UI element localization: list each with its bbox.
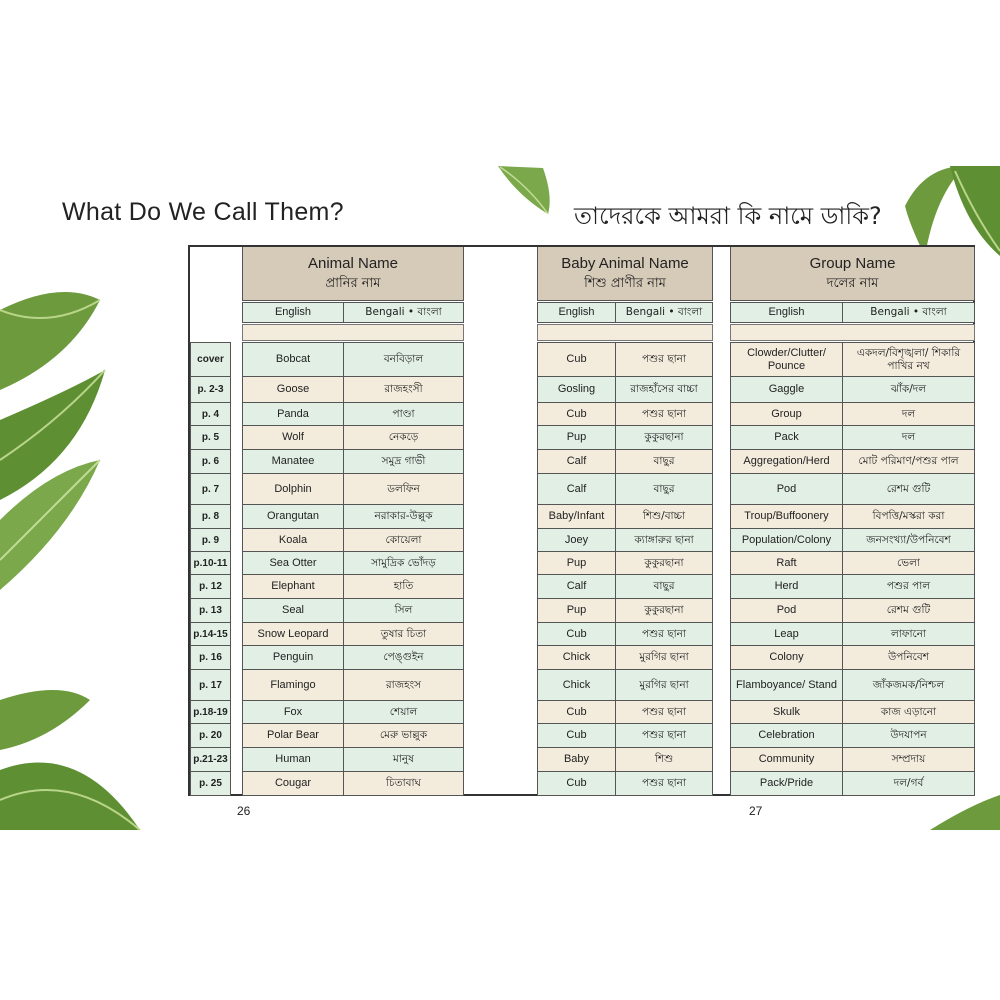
subheader-animal-english: English — [242, 302, 344, 323]
header-baby-bn: শিশু প্রাণীর নাম — [584, 276, 666, 291]
cell-animal-en: Sea Otter — [242, 551, 344, 575]
page-number-left: 26 — [237, 804, 251, 818]
cell-baby-en: Chick — [537, 669, 616, 701]
cell-group-bn: জনসংখ্যা/উপনিবেশ — [842, 528, 975, 552]
cell-page: p. 5 — [190, 425, 231, 450]
cell-baby-en: Pup — [537, 551, 616, 575]
cell-group-en: Community — [730, 747, 843, 772]
cell-page: p.14-15 — [190, 622, 231, 646]
spacer-row-animal — [242, 324, 464, 341]
cell-animal-en: Penguin — [242, 645, 344, 670]
header-group-bn: দলের নাম — [826, 276, 879, 291]
cell-baby-en: Chick — [537, 645, 616, 670]
page-number-right: 27 — [749, 804, 763, 818]
animal-names-table — [188, 245, 975, 796]
cell-group-en: Aggregation/Herd — [730, 449, 843, 474]
leaf-decoration-left-bottom — [0, 680, 145, 835]
cell-page: p. 6 — [190, 449, 231, 474]
cell-group-bn: রেশম গুটি — [842, 473, 975, 505]
cell-animal-en: Polar Bear — [242, 723, 344, 748]
cell-baby-en: Pup — [537, 425, 616, 450]
cell-group-en: Pack — [730, 425, 843, 450]
cell-baby-en: Cub — [537, 700, 616, 724]
header-group-en: Group Name — [809, 255, 896, 272]
cell-animal-bn: সিল — [343, 598, 464, 623]
cell-baby-en: Gosling — [537, 376, 616, 403]
cell-baby-en: Pup — [537, 598, 616, 623]
cell-baby-en: Baby — [537, 747, 616, 772]
cell-group-bn: দল — [842, 402, 975, 426]
cell-page: p. 16 — [190, 645, 231, 670]
leaf-decoration-top-right — [905, 166, 1000, 256]
subheader-group-english: English — [730, 302, 843, 323]
cell-baby-bn: বাছুর — [615, 449, 713, 474]
cell-page: p. 25 — [190, 771, 231, 796]
header-group-name — [730, 247, 975, 301]
cell-group-bn: পশুর পাল — [842, 574, 975, 599]
cell-animal-bn: হাতি — [343, 574, 464, 599]
cell-baby-bn: পশুর ছানা — [615, 771, 713, 796]
cell-page: p. 20 — [190, 723, 231, 748]
cell-animal-en: Manatee — [242, 449, 344, 474]
cell-group-en: Group — [730, 402, 843, 426]
page-title-bengali: তাদেরকে আমরা কি নামে ডাকি? — [574, 202, 882, 230]
cell-animal-bn: সমুদ্র গাভী — [343, 449, 464, 474]
spacer-row-group — [730, 324, 975, 341]
cell-page: p. 12 — [190, 574, 231, 599]
cell-group-bn: একদল/বিশৃঙ্খলা/ শিকারি পাখির নখ — [842, 342, 975, 377]
cell-baby-bn: বাছুর — [615, 473, 713, 505]
cell-animal-bn: নেকড়ে — [343, 425, 464, 450]
cell-animal-bn: সামুদ্রিক ভোঁদড় — [343, 551, 464, 575]
subheader-baby-english: English — [537, 302, 616, 323]
cell-animal-bn: পেঙ্গুইন — [343, 645, 464, 670]
cell-group-bn: বিপত্তি/মস্করা করা — [842, 504, 975, 529]
leaf-decoration-left-top — [0, 270, 115, 600]
cell-page: p. 4 — [190, 402, 231, 426]
cell-group-en: Pod — [730, 598, 843, 623]
cell-group-en: Population/Colony — [730, 528, 843, 552]
subheader-animal-bengali: Bengali • বাংলা — [343, 302, 464, 323]
cell-animal-en: Cougar — [242, 771, 344, 796]
cell-page: p. 13 — [190, 598, 231, 623]
cell-animal-bn: নরাকার-উল্লুক — [343, 504, 464, 529]
cell-group-bn: মোট পরিমাণ/পশুর পাল — [842, 449, 975, 474]
cell-animal-en: Orangutan — [242, 504, 344, 529]
cell-animal-bn: বনবিড়াল — [343, 342, 464, 377]
header-animal-name — [242, 247, 464, 301]
header-animal-en: Animal Name — [307, 255, 399, 272]
cell-page: p. 2-3 — [190, 376, 231, 403]
cell-animal-bn: মানুষ — [343, 747, 464, 772]
cell-baby-en: Cub — [537, 622, 616, 646]
cell-group-bn: রেশম গুটি — [842, 598, 975, 623]
cell-group-bn: উপনিবেশ — [842, 645, 975, 670]
cell-group-bn: দল/গর্ব — [842, 771, 975, 796]
cell-baby-bn: বাছুর — [615, 574, 713, 599]
cell-animal-en: Elephant — [242, 574, 344, 599]
cell-group-en: Flamboyance/ Stand — [730, 669, 843, 701]
cell-animal-en: Panda — [242, 402, 344, 426]
cell-baby-en: Cub — [537, 771, 616, 796]
cell-baby-en: Calf — [537, 574, 616, 599]
cell-baby-bn: পশুর ছানা — [615, 700, 713, 724]
cell-animal-bn: শেয়াল — [343, 700, 464, 724]
page-title-english: What Do We Call Them? — [62, 198, 344, 226]
cell-baby-bn: শিশু — [615, 747, 713, 772]
cell-group-en: Leap — [730, 622, 843, 646]
cell-page: p. 8 — [190, 504, 231, 529]
header-baby-animal-name — [537, 247, 713, 301]
cell-baby-bn: রাজহাঁসের বাচ্চা — [615, 376, 713, 403]
header-baby-en: Baby Animal Name — [561, 255, 689, 272]
cell-animal-bn: রাজহংসী — [343, 376, 464, 403]
cell-baby-bn: ক্যাঙ্গারুর ছানা — [615, 528, 713, 552]
cell-group-en: Skulk — [730, 700, 843, 724]
header-animal-bn: প্রানির নাম — [325, 276, 381, 291]
cell-page: p.10-11 — [190, 551, 231, 575]
cell-page: p. 9 — [190, 528, 231, 552]
cell-group-en: Colony — [730, 645, 843, 670]
cell-group-bn: দল — [842, 425, 975, 450]
spacer-row-baby — [537, 324, 713, 341]
cell-animal-en: Seal — [242, 598, 344, 623]
cell-baby-en: Baby/Infant — [537, 504, 616, 529]
cell-group-en: Clowder/Clutter/ Pounce — [730, 342, 843, 377]
cell-group-en: Pod — [730, 473, 843, 505]
cell-baby-en: Calf — [537, 473, 616, 505]
cell-group-en: Celebration — [730, 723, 843, 748]
cell-animal-bn: ডলফিন — [343, 473, 464, 505]
cell-animal-en: Wolf — [242, 425, 344, 450]
cell-page: cover — [190, 342, 231, 377]
cell-animal-bn: মেরু ভাল্লুক — [343, 723, 464, 748]
cell-group-bn: ভেলা — [842, 551, 975, 575]
cell-baby-bn: কুকুরছানা — [615, 425, 713, 450]
cell-animal-en: Fox — [242, 700, 344, 724]
cell-baby-en: Cub — [537, 723, 616, 748]
cell-animal-en: Bobcat — [242, 342, 344, 377]
cell-baby-en: Joey — [537, 528, 616, 552]
cell-baby-bn: পশুর ছানা — [615, 622, 713, 646]
cell-baby-bn: মুরগির ছানা — [615, 669, 713, 701]
cell-animal-bn: পাণ্ডা — [343, 402, 464, 426]
cell-baby-bn: পশুর ছানা — [615, 402, 713, 426]
cell-animal-en: Flamingo — [242, 669, 344, 701]
cell-animal-bn: তুষার চিতা — [343, 622, 464, 646]
cell-baby-bn: মুরগির ছানা — [615, 645, 713, 670]
cell-baby-bn: কুকুরছানা — [615, 598, 713, 623]
cell-baby-en: Cub — [537, 402, 616, 426]
cell-page: p. 7 — [190, 473, 231, 505]
cell-baby-bn: পশুর ছানা — [615, 723, 713, 748]
cell-animal-en: Koala — [242, 528, 344, 552]
cell-animal-en: Dolphin — [242, 473, 344, 505]
cell-baby-en: Cub — [537, 342, 616, 377]
cell-baby-bn: পশুর ছানা — [615, 342, 713, 377]
subheader-baby-bengali: Bengali • বাংলা — [615, 302, 713, 323]
cell-page: p.18-19 — [190, 700, 231, 724]
cell-group-en: Raft — [730, 551, 843, 575]
cell-group-bn: জাঁকজমক/নিশ্চল — [842, 669, 975, 701]
cell-baby-bn: কুকুরছানা — [615, 551, 713, 575]
cell-baby-en: Calf — [537, 449, 616, 474]
cell-group-en: Gaggle — [730, 376, 843, 403]
subheader-group-bengali: Bengali • বাংলা — [842, 302, 975, 323]
leaf-decoration-top-center — [498, 166, 553, 216]
cell-group-bn: উদযাপন — [842, 723, 975, 748]
cell-page: p.21-23 — [190, 747, 231, 772]
cell-group-bn: সম্প্রদায় — [842, 747, 975, 772]
cell-page: p. 17 — [190, 669, 231, 701]
leaf-decoration-bottom-right — [930, 795, 1000, 835]
cell-animal-en: Snow Leopard — [242, 622, 344, 646]
cell-group-en: Troup/Buffoonery — [730, 504, 843, 529]
cell-group-en: Herd — [730, 574, 843, 599]
cell-animal-bn: চিতাবাঘ — [343, 771, 464, 796]
cell-group-bn: লাফানো — [842, 622, 975, 646]
cell-baby-bn: শিশু/বাচ্চা — [615, 504, 713, 529]
cell-group-bn: ঝাঁক/দল — [842, 376, 975, 403]
cell-animal-bn: কোয়েলা — [343, 528, 464, 552]
cell-animal-bn: রাজহংস — [343, 669, 464, 701]
cell-group-en: Pack/Pride — [730, 771, 843, 796]
cell-animal-en: Human — [242, 747, 344, 772]
cell-animal-en: Goose — [242, 376, 344, 403]
cell-group-bn: কাজ এড়ানো — [842, 700, 975, 724]
